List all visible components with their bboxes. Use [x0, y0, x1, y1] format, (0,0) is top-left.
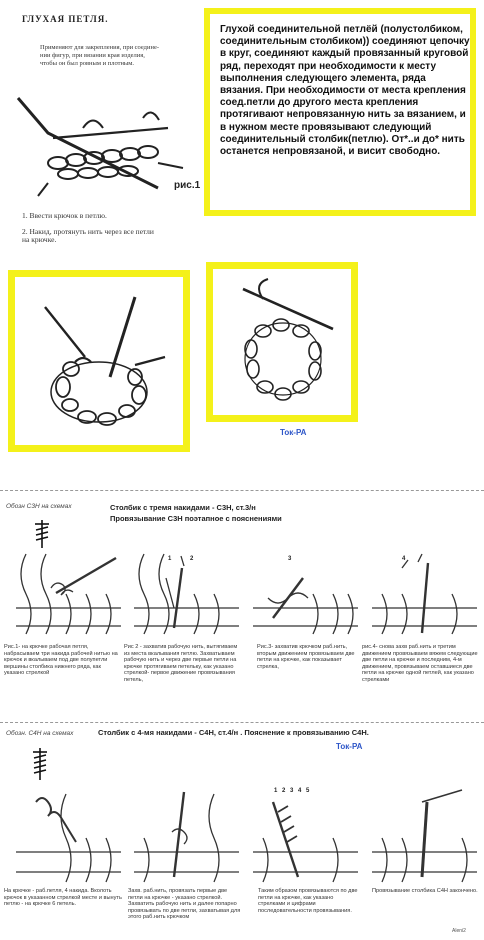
- c4h-fig-num-3: 3: [290, 788, 294, 794]
- c3h-panel-2: [124, 548, 242, 640]
- c3h-panel-1: [6, 548, 124, 640]
- note-box: [204, 8, 476, 216]
- c3h-caption-2: Рис 2 - захватив рабочую нить, вытягиваем из места вкалывания петлю. Захватываем рабочую нить и через две первые петли на крючке протягиваем петельку, как указано стрелкой- первое движение провязывания петель,: [124, 644, 238, 683]
- c4h-title: Столбик с 4-мя накидами - С4Н, ст.4/н . Пояснение к провязыванию С4Н.: [98, 728, 369, 737]
- divider-1: [0, 490, 484, 491]
- c4h-caption-1: На крючке - раб.петля, 4 накида. Вколоть крючок в указанном стрелкой месте и вынуть петлю - на крючке 6 петель.: [4, 888, 122, 908]
- ring-illustration-frame-1: [8, 270, 190, 452]
- ring-illustration-frame-2: [206, 262, 358, 422]
- legend-c4h: Обозн. С4Н на схемах: [6, 730, 74, 737]
- watermark-1: Ток-РА: [280, 428, 307, 437]
- intro-text: Применяют для закрепления, при соедине- нии фигур, при вязании края изделия, чтобы он был ровным и плотным.: [40, 44, 159, 67]
- footer-signature: Aleni2: [452, 928, 466, 934]
- c4h-fig-num-4: 4: [298, 788, 302, 794]
- c4h-panel-1: [6, 782, 124, 886]
- c4h-panel-3: [243, 782, 361, 886]
- c4h-caption-2: Захв. раб.нить, провязать первые две петли на крючке - указано стрелкой. Захватить рабочую нить и далее попарно провязывать по две петли, захватывая для этого раб.нить крючком: [128, 888, 241, 921]
- step-2: 2. Накид, протянуть нить через все петли на крючке.: [22, 227, 154, 244]
- divider-2: [0, 722, 484, 723]
- fig-num-1: 1: [168, 556, 172, 562]
- c3h-caption-1: Рис.1- на крючке рабочая петля, набрасываем три накида рабочей нитью на крючок и вкалываем под две полупетли вершины столбика нижнего ряда, как указано стрелкой: [4, 644, 118, 677]
- fig-num-4: 4: [402, 556, 406, 562]
- fig-num-2: 2: [190, 556, 194, 562]
- c4h-fig-num-5: 5: [306, 788, 310, 794]
- step-1: 1. Ввести крючок в петлю.: [22, 211, 107, 220]
- c4h-caption-4: Провязывание столбика С4Н закончено.: [372, 888, 478, 894]
- watermark-2: Ток-РА: [336, 742, 363, 751]
- c3h-caption-4: рис.4- снова захв раб.нить и третим движением провязываем вяжем следующие две петли на крючке и последним, 4-м движением, провязываем оставшиеся две петли на крючке одной петлей, как указано стрелками: [362, 644, 478, 683]
- legend-c3h: Обозн С3Н на схемах: [6, 503, 72, 510]
- c4h-panel-2: [124, 782, 242, 886]
- c3h-symbol-icon: [32, 518, 52, 550]
- c4h-fig-num-1: 1: [274, 788, 278, 794]
- note-text: Глухой соединительной петлёй (полустолбиком, соединительным столбиком)) соединяют цепочку в круг, соединяют каждый провязанный круговой ряд, переходят при необходимости к месту выполнения следующего элемента, ряда вязания. При необходимости от места крепления соед.петли до другого места крепления протягивают непровязанную нить за вязанием, и в нужном месте провязывают следующий соединительный столбик(петлю). От*..и до* нить останется непровязаной, и висит свободно.: [220, 24, 470, 158]
- section-title: ГЛУХАЯ ПЕТЛЯ.: [22, 14, 109, 24]
- c3h-panel-3: [243, 548, 361, 640]
- c4h-fig-num-2: 2: [282, 788, 286, 794]
- fig-num-3: 3: [288, 556, 292, 562]
- c4h-panel-4: [362, 782, 480, 886]
- c4h-symbol-icon: [30, 746, 50, 782]
- c3h-title: Столбик с тремя накидами - С3Н, ст.3/н: [110, 503, 256, 512]
- c3h-subtitle: Провязывание С3Н поэтапное с пояснениями: [110, 514, 282, 523]
- c3h-panel-4: [362, 548, 480, 640]
- figure-label: рис.1: [174, 180, 201, 191]
- c4h-caption-3: Таким образом провязываются по две петли на крючке, как указано стрелками и цифрами последовательности провязывания.: [258, 888, 358, 914]
- c3h-caption-3: Рис.3- захватив крючком раб.нить, вторым движением провязываем две петли на крючке, как показывает стрелка,: [257, 644, 355, 670]
